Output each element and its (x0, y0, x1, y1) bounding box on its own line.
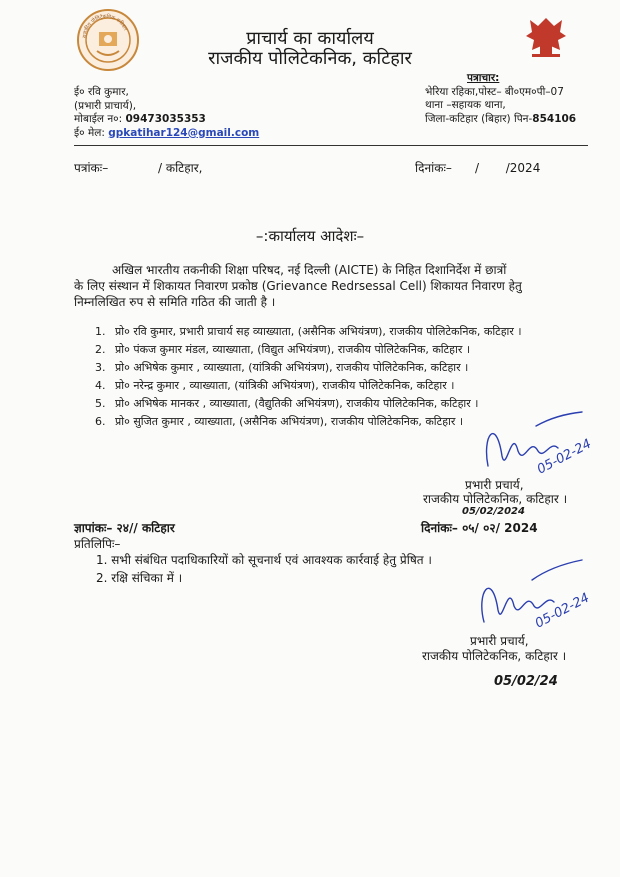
address-line-1: भेरिया रहिका,पोस्ट– बी०एम०पी–07 (425, 85, 564, 98)
reference-label: पत्रांकः– (74, 161, 109, 175)
mobile-number: 09473035353 (125, 113, 206, 125)
handwritten-signature-1 (478, 396, 598, 486)
list-item: 2. रक्षि संचिका में । (96, 571, 183, 585)
reference-place: / कटिहार, (158, 161, 203, 175)
signatory-institution-1: राजकीय पोलिटेकनिक, कटिहार । (423, 492, 568, 506)
order-title: –:कार्यालय आदेशः– (255, 227, 365, 245)
institution-title: राजकीय पोलिटेकनिक, कटिहार (208, 48, 412, 69)
memo-number: ज्ञापांकः– २४// कटिहार (74, 521, 175, 535)
copy-label: प्रतिलिपिः– (74, 537, 121, 551)
sender-name: ई० रवि कुमार, (74, 86, 129, 98)
list-item: 2. प्रो० पंकज कुमार मंडल, व्याख्याता, (विद्युत अभियंत्रण), राजकीय पोलिटेकनिक, कटिहार । (95, 343, 471, 356)
svg-text:05-02-24: 05-02-24 (534, 436, 594, 478)
address-line-3: जिला-कटिहार (बिहार) पिन-854106 (425, 112, 577, 125)
sender-designation: (प्रभारी प्राचार्य), (74, 99, 137, 112)
handwritten-signature-2 (472, 548, 596, 638)
sender-email (74, 127, 259, 141)
signatory-designation-1: प्रभारी प्रचार्य, (465, 478, 524, 492)
mobile-label: मोबाईल न०: (74, 113, 123, 125)
signatory-institution-2: राजकीय पोलिटेकनिक, कटिहार । (422, 649, 567, 663)
sender-mobile (74, 113, 259, 127)
initial-note-1: 05/02/2024 (462, 506, 525, 517)
order-body-line-1: अखिल भारतीय तकनीकी शिक्षा परिषद, नई दिल्ली (AICTE) के निहित दिशानिर्देश में छात्रों (112, 263, 507, 277)
list-item: 3. प्रो० अभिषेक कुमार , व्याख्याता, (यांत्रिकी अभियंत्रण), राजकीय पोलिटेकनिक, कटिहार । (95, 361, 469, 374)
address-block (425, 72, 576, 126)
order-body-line-2: के लिए संस्थान में शिकायत निवारण प्रकोष्ठ (Grievance Redrsessal Cell) शिकायत निवारण हेतु (74, 279, 522, 293)
header-divider (74, 145, 588, 146)
sender-block (74, 86, 259, 140)
signatory-designation-2: प्रभारी प्रचार्य, (470, 634, 529, 648)
address-line-2: थाना –सहायक थाना, (425, 99, 506, 111)
memo-date: दिनांकः– ०५/ ०२/ 2024 (421, 521, 538, 535)
initial-note-2: 05/02/24 (494, 674, 558, 689)
list-item: 4. प्रो० नरेन्द्र कुमार , व्याख्याता, (यांत्रिकी अभियंत्रण), राजकीय पोलिटेकनिक, कटिहार । (95, 379, 455, 392)
list-item: 6. प्रो० सुजित कुमार , व्याख्याता, (असैनिक अभियंत्रण), राजकीय पोलिटेकनिक, कटिहार । (95, 415, 464, 428)
svg-text:05-02-24: 05-02-24 (532, 590, 592, 632)
email-label: ई० मेल: (74, 126, 105, 139)
email-link[interactable]: gpkatihar124@gmail.com (108, 126, 260, 139)
seal-lettering (77, 9, 135, 67)
order-body-line-3: निम्नलिखित रुप से समिति गठित की जाती है । (74, 295, 276, 309)
svg-text:राजकीय पोलिटेकनिक कटिहार: राजकीय पोलिटेकनिक कटिहार (81, 13, 129, 39)
date-label: दिनांकः– (415, 161, 452, 175)
office-title: प्राचार्य का कार्यालय (246, 28, 374, 49)
list-item: 1. प्रो० रवि कुमार, प्रभारी प्राचार्य सह व्याख्याता, (असैनिक अभियंत्रण), राजकीय पोलिटेकनिक, कटिहार । (95, 325, 522, 338)
list-item: 5. प्रो० अभिषेक मानकर , व्याख्याता, (वैद्युतिकी अभियंत्रण), राजकीय पोलिटेकनिक, कटिहार । (95, 397, 479, 410)
list-item: 1. सभी संबंधित पदाधिकारियों को सूचनार्थ एवं आवश्यक कार्रवाई हेतु प्रेषित । (96, 553, 432, 567)
address-heading: पत्राचार: (467, 72, 500, 84)
date-value: / /2024 (475, 161, 541, 175)
